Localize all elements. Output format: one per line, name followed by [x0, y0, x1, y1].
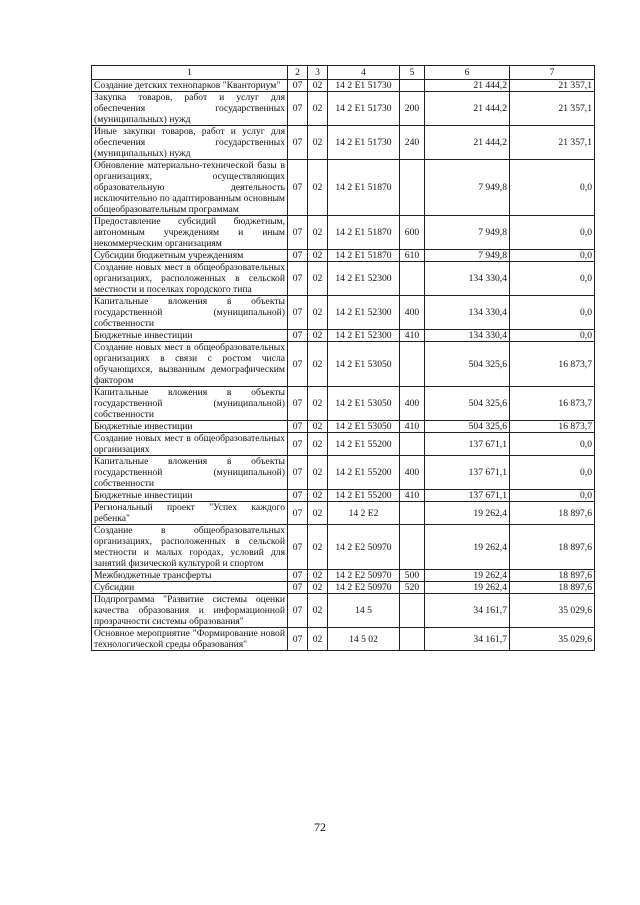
cell-name: Создание в общеобразовательных организациях, расположенных в сельской местности и малых городах, условий для занятий физической культурой и спортом	[92, 525, 288, 570]
cell-expense-type: 410	[400, 421, 425, 433]
cell-amount-1: 137 671,1	[425, 490, 510, 502]
table-row	[92, 216, 595, 250]
cell-name: Капитальные вложения в объекты государственной (муниципальной) собственности	[92, 296, 288, 330]
cell-section: 07	[288, 80, 308, 92]
cell-amount-1: 19 262,4	[425, 570, 510, 582]
cell-name: Межбюджетные трансферты	[92, 570, 288, 582]
cell-name: Региональный проект "Успех каждого ребенка"	[92, 502, 288, 525]
cell-target-code: 14 2 E1 55200	[328, 456, 400, 490]
cell-section: 07	[288, 421, 308, 433]
cell-subsection: 02	[308, 126, 328, 160]
cell-amount-2: 0,0	[510, 216, 595, 250]
cell-expense-type	[400, 502, 425, 525]
cell-target-code: 14 2 E2 50970	[328, 582, 400, 594]
cell-amount-2: 21 357,1	[510, 126, 595, 160]
cell-name: Субсидии	[92, 582, 288, 594]
cell-name: Обновление материально-технической базы в организациях, осуществляющих образовательную деятельность исключительно по адаптированным основным общеобразовательным программам	[92, 160, 288, 216]
cell-subsection: 02	[308, 342, 328, 387]
cell-section: 07	[288, 92, 308, 126]
header-col-1: 1	[92, 66, 288, 80]
cell-expense-type: 410	[400, 490, 425, 502]
cell-target-code: 14 2 E1 55200	[328, 433, 400, 456]
cell-amount-2: 21 357,1	[510, 80, 595, 92]
cell-target-code: 14 2 E1 51730	[328, 92, 400, 126]
cell-amount-1: 504 325,6	[425, 342, 510, 387]
cell-amount-1: 7 949,8	[425, 250, 510, 262]
cell-subsection: 02	[308, 433, 328, 456]
cell-amount-1: 21 444,2	[425, 80, 510, 92]
cell-amount-2: 18 897,6	[510, 582, 595, 594]
cell-subsection: 02	[308, 330, 328, 342]
table-row	[92, 570, 595, 582]
cell-name: Основное мероприятие "Формирование новой технологической среды образования"	[92, 628, 288, 651]
cell-section: 07	[288, 628, 308, 651]
table-body	[92, 80, 595, 651]
cell-target-code: 14 2 E2 50970	[328, 525, 400, 570]
table-row	[92, 80, 595, 92]
cell-amount-1: 34 161,7	[425, 594, 510, 628]
cell-amount-2: 0,0	[510, 456, 595, 490]
cell-amount-2: 35 029,6	[510, 594, 595, 628]
cell-amount-1: 21 444,2	[425, 92, 510, 126]
cell-amount-2: 16 873,7	[510, 421, 595, 433]
page-number: 72	[314, 820, 326, 834]
cell-section: 07	[288, 216, 308, 250]
cell-expense-type: 400	[400, 456, 425, 490]
cell-target-code: 14 2 E2	[328, 502, 400, 525]
header-row	[92, 66, 595, 80]
cell-amount-2: 16 873,7	[510, 387, 595, 421]
cell-target-code: 14 2 E2 50970	[328, 570, 400, 582]
table-row	[92, 387, 595, 421]
table-row	[92, 330, 595, 342]
cell-name: Создание новых мест в общеобразовательных организациях, расположенных в сельской местности и поселках городского типа	[92, 262, 288, 296]
header-col-4: 4	[328, 66, 400, 80]
table-row	[92, 525, 595, 570]
table-row	[92, 126, 595, 160]
cell-section: 07	[288, 570, 308, 582]
cell-amount-1: 19 262,4	[425, 502, 510, 525]
cell-target-code: 14 5	[328, 594, 400, 628]
cell-amount-1: 7 949,8	[425, 216, 510, 250]
cell-subsection: 02	[308, 421, 328, 433]
cell-expense-type	[400, 525, 425, 570]
table-row	[92, 421, 595, 433]
cell-name: Создание новых мест в общеобразовательных организациях в связи с ростом числа обучающихся, вызванным демографическим фактором	[92, 342, 288, 387]
table-row	[92, 250, 595, 262]
cell-expense-type	[400, 160, 425, 216]
cell-amount-2: 16 873,7	[510, 342, 595, 387]
cell-section: 07	[288, 387, 308, 421]
header-col-6: 6	[425, 66, 510, 80]
cell-expense-type: 600	[400, 216, 425, 250]
cell-subsection: 02	[308, 570, 328, 582]
cell-subsection: 02	[308, 525, 328, 570]
cell-name: Подпрограмма "Развитие системы оценки качества образования и информационной прозрачности системы образования"	[92, 594, 288, 628]
cell-amount-1: 137 671,1	[425, 433, 510, 456]
cell-subsection: 02	[308, 502, 328, 525]
header-col-2: 2	[288, 66, 308, 80]
cell-expense-type: 400	[400, 387, 425, 421]
cell-amount-1: 504 325,6	[425, 421, 510, 433]
cell-expense-type	[400, 594, 425, 628]
cell-subsection: 02	[308, 387, 328, 421]
table-row	[92, 490, 595, 502]
cell-section: 07	[288, 502, 308, 525]
cell-subsection: 02	[308, 160, 328, 216]
cell-name: Бюджетные инвестиции	[92, 330, 288, 342]
cell-subsection: 02	[308, 490, 328, 502]
cell-section: 07	[288, 456, 308, 490]
cell-amount-2: 0,0	[510, 296, 595, 330]
cell-expense-type	[400, 262, 425, 296]
cell-amount-2: 0,0	[510, 160, 595, 216]
header-col-5: 5	[400, 66, 425, 80]
cell-amount-2: 18 897,6	[510, 525, 595, 570]
cell-expense-type	[400, 628, 425, 651]
cell-target-code: 14 2 E1 53050	[328, 387, 400, 421]
table-row	[92, 582, 595, 594]
cell-amount-2: 0,0	[510, 433, 595, 456]
cell-amount-2: 35 029,6	[510, 628, 595, 651]
cell-name: Капитальные вложения в объекты государственной (муниципальной) собственности	[92, 387, 288, 421]
cell-amount-1: 19 262,4	[425, 525, 510, 570]
cell-amount-1: 34 161,7	[425, 628, 510, 651]
cell-amount-1: 134 330,4	[425, 330, 510, 342]
budget-table	[91, 65, 595, 651]
cell-section: 07	[288, 296, 308, 330]
cell-expense-type: 400	[400, 296, 425, 330]
cell-expense-type: 610	[400, 250, 425, 262]
cell-section: 07	[288, 525, 308, 570]
cell-amount-1: 7 949,8	[425, 160, 510, 216]
cell-subsection: 02	[308, 582, 328, 594]
cell-amount-1: 137 671,1	[425, 456, 510, 490]
table-row	[92, 594, 595, 628]
cell-name: Закупка товаров, работ и услуг для обеспечения государственных (муниципальных) нужд	[92, 92, 288, 126]
cell-section: 07	[288, 330, 308, 342]
cell-expense-type: 520	[400, 582, 425, 594]
cell-section: 07	[288, 160, 308, 216]
cell-amount-1: 134 330,4	[425, 296, 510, 330]
cell-target-code: 14 2 E1 55200	[328, 490, 400, 502]
cell-target-code: 14 2 E1 52300	[328, 296, 400, 330]
cell-section: 07	[288, 126, 308, 160]
cell-amount-2: 0,0	[510, 250, 595, 262]
cell-subsection: 02	[308, 250, 328, 262]
cell-target-code: 14 2 E1 51730	[328, 80, 400, 92]
cell-name: Бюджетные инвестиции	[92, 421, 288, 433]
cell-name: Предоставление субсидий бюджетным, автономным учреждениям и иным некоммерческим организациям	[92, 216, 288, 250]
cell-amount-1: 504 325,6	[425, 387, 510, 421]
header-col-3: 3	[308, 66, 328, 80]
cell-expense-type	[400, 433, 425, 456]
cell-name: Иные закупки товаров, работ и услуг для обеспечения государственных (муниципальных) нужд	[92, 126, 288, 160]
cell-section: 07	[288, 250, 308, 262]
cell-target-code: 14 2 E1 53050	[328, 421, 400, 433]
header-col-7: 7	[510, 66, 595, 80]
cell-expense-type	[400, 80, 425, 92]
cell-section: 07	[288, 582, 308, 594]
cell-amount-2: 18 897,6	[510, 570, 595, 582]
table-row	[92, 502, 595, 525]
cell-section: 07	[288, 490, 308, 502]
cell-subsection: 02	[308, 216, 328, 250]
cell-section: 07	[288, 342, 308, 387]
cell-subsection: 02	[308, 456, 328, 490]
cell-name: Создание детских технопарков "Кванториум"	[92, 80, 288, 92]
cell-amount-2: 0,0	[510, 262, 595, 296]
cell-amount-1: 134 330,4	[425, 262, 510, 296]
table-row	[92, 296, 595, 330]
cell-subsection: 02	[308, 594, 328, 628]
cell-name: Создание новых мест в общеобразовательных организациях	[92, 433, 288, 456]
table-row	[92, 160, 595, 216]
cell-name: Капитальные вложения в объекты государственной (муниципальной) собственности	[92, 456, 288, 490]
cell-amount-2: 21 357,1	[510, 92, 595, 126]
table-row	[92, 628, 595, 651]
cell-expense-type	[400, 342, 425, 387]
cell-amount-2: 0,0	[510, 330, 595, 342]
cell-target-code: 14 2 E1 51870	[328, 160, 400, 216]
table-row	[92, 456, 595, 490]
table-row	[92, 433, 595, 456]
cell-target-code: 14 2 E1 52300	[328, 330, 400, 342]
table-row	[92, 342, 595, 387]
cell-subsection: 02	[308, 92, 328, 126]
cell-expense-type: 410	[400, 330, 425, 342]
cell-section: 07	[288, 433, 308, 456]
cell-target-code: 14 5 02	[328, 628, 400, 651]
cell-subsection: 02	[308, 80, 328, 92]
cell-amount-1: 21 444,2	[425, 126, 510, 160]
cell-expense-type: 240	[400, 126, 425, 160]
cell-amount-1: 19 262,4	[425, 582, 510, 594]
cell-expense-type: 500	[400, 570, 425, 582]
cell-target-code: 14 2 E1 53050	[328, 342, 400, 387]
cell-section: 07	[288, 594, 308, 628]
cell-target-code: 14 2 E1 51730	[328, 126, 400, 160]
cell-subsection: 02	[308, 628, 328, 651]
cell-target-code: 14 2 E1 52300	[328, 262, 400, 296]
cell-amount-2: 0,0	[510, 490, 595, 502]
cell-subsection: 02	[308, 296, 328, 330]
cell-amount-2: 18 897,6	[510, 502, 595, 525]
table-row	[92, 92, 595, 126]
cell-name: Субсидии бюджетным учреждениям	[92, 250, 288, 262]
cell-expense-type: 200	[400, 92, 425, 126]
cell-name: Бюджетные инвестиции	[92, 490, 288, 502]
cell-target-code: 14 2 E1 51870	[328, 250, 400, 262]
cell-target-code: 14 2 E1 51870	[328, 216, 400, 250]
table-row	[92, 262, 595, 296]
cell-subsection: 02	[308, 262, 328, 296]
table-header	[92, 66, 595, 80]
cell-section: 07	[288, 262, 308, 296]
